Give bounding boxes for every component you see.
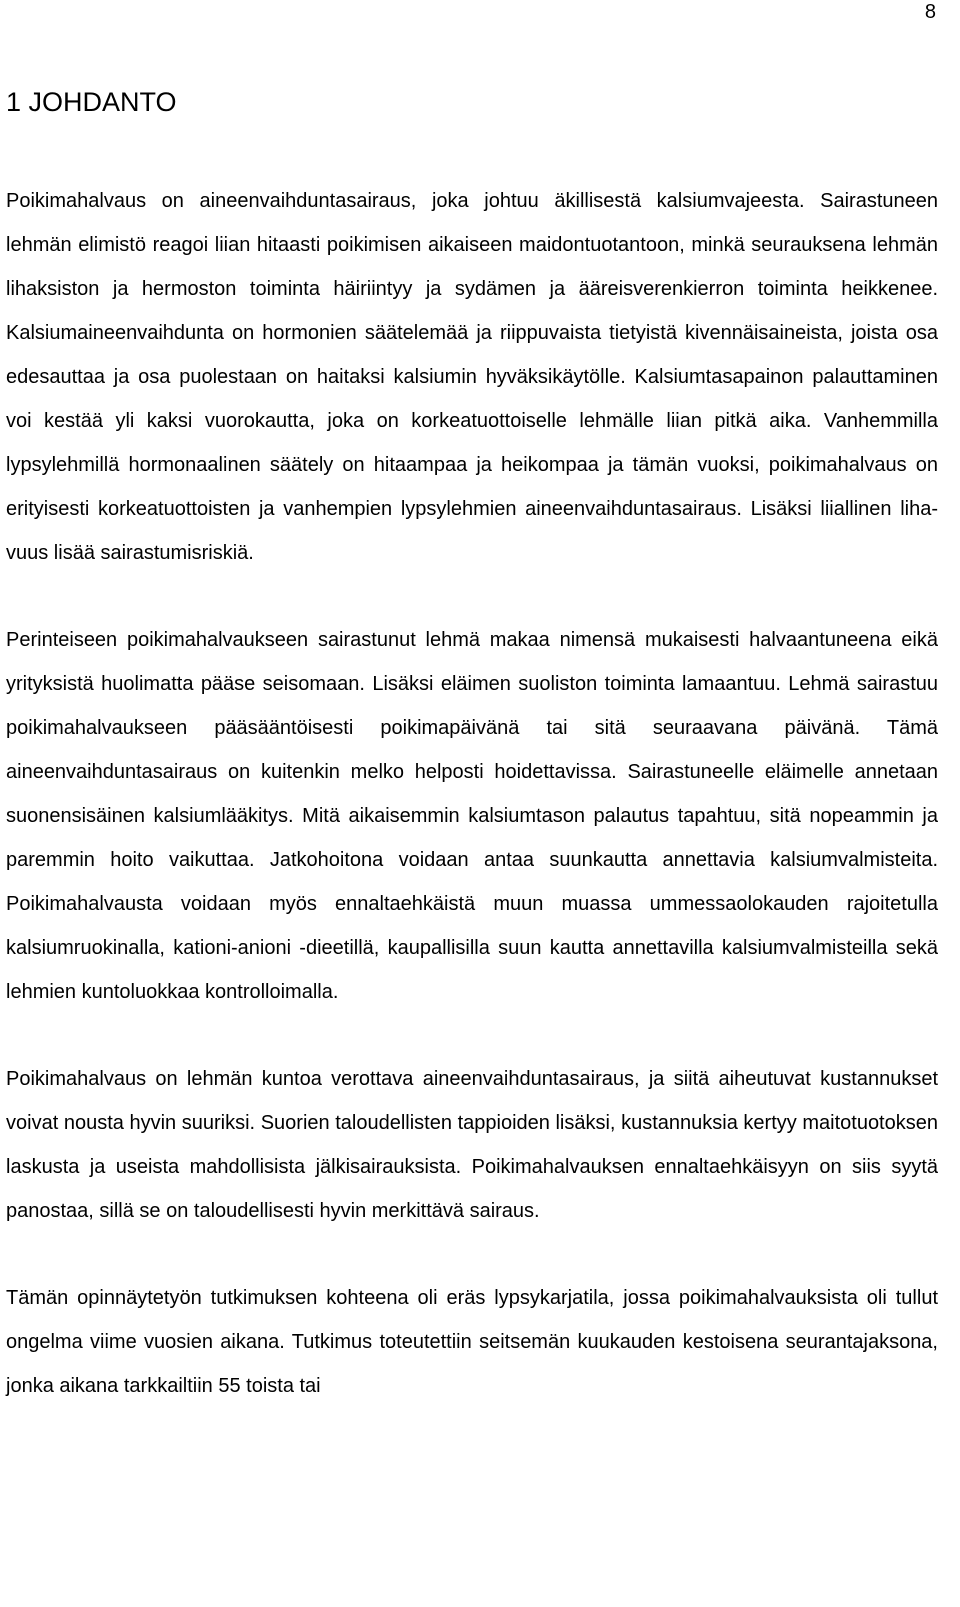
body-text <box>6 179 938 1451</box>
chapter-heading: 1 JOHDANTO <box>6 87 177 117</box>
paragraph-1: Poikimahalvaus on aineenvaihduntasairaus, joka johtuu äkillisestä kalsiumvajeesta. Sairastuneen lehmän elimistö reagoi liian hitaasti poikimisen aikaiseen maidontuotantoon, minkä seurauksena lehmän lihaksiston ja hermoston toiminta häiriintyy ja sydämen ja ääreisverenkierron toiminta heikkenee. Kalsiumaineenvaihdunta on hormonien säätelemää ja riippuvaista tietyistä kivennäisaineista, joista osa edesauttaa ja osa puolestaan on haitaksi kalsiumin hyväksikäytölle. Kalsiumtasapainon palauttaminen voi kestää yli kaksi vuorokautta, joka on korkeatuottoiselle lehmälle liian pitkä aika. Vanhemmilla lypsylehmillä hormonaalinen säätely on hitaampaa ja heikompaa ja tämän vuoksi, poikimahalvaus on erityisesti korkeatuottoisten ja vanhempien lypsylehmien aineenvaihduntasairaus. Lisäksi liiallinen lihavuus lisää sairastumisriskiä. <box>6 190 938 564</box>
paragraph-2: Perinteiseen poikimahalvaukseen sairastunut lehmä makaa nimensä mukaisesti halvaantuneena eikä yrityksistä huolimatta pääse seisomaan. Lisäksi eläimen suoliston toiminta lamaantuu. Lehmä sairastuu poikimahalvaukseen pääsääntöisesti poikimapäivänä tai sitä seuraavana päivänä. Tämä aineenvaihduntasairaus on kuitenkin melko helposti hoidettavissa. Sairastuneelle eläimelle annetaan suonensisäinen kalsiumlääkitys. Mitä aikaisemmin kalsiumtason palautus tapahtuu, sitä nopeammin ja paremmin hoito vaikuttaa. Jatkohoitona voidaan antaa suunkautta annettavia kalsiumvalmisteita. Poikimahalvausta voidaan myös ennaltaehkäistä muun muassa ummessaolokauden rajoitetulla kalsiumruokinalla, kationi-anioni -dieetillä, kaupallisilla suun kautta annettavilla kalsiumvalmisteilla sekä lehmien kuntoluokkaa kontrolloimalla. <box>6 629 938 1003</box>
paragraph-3: Poikimahalvaus on lehmän kuntoa verottava aineenvaihduntasairaus, ja siitä aiheutuvat kustannukset voivat nousta hyvin suuriksi. Suorien taloudellisten tappioiden lisäksi, kustannuksia kertyy maitotuotoksen laskusta ja useista mahdollisista jälkisairauksista. Poikimahalvauksen ennaltaehkäisyyn on siis syytä panostaa, sillä se on taloudellisesti hyvin merkittävä sairaus. <box>6 1068 938 1222</box>
paragraph-4: Tämän opinnäytetyön tutkimuksen kohteena oli eräs lypsykarjatila, jossa poikimahalvauksista oli tullut ongelma viime vuosien aikana. Tutkimus toteutettiin seitsemän kuukauden kestoisena seurantajaksona, jonka aikana tarkkailtiin 55 toista tai <box>6 1287 938 1397</box>
page-number: 8 <box>924 1 936 23</box>
